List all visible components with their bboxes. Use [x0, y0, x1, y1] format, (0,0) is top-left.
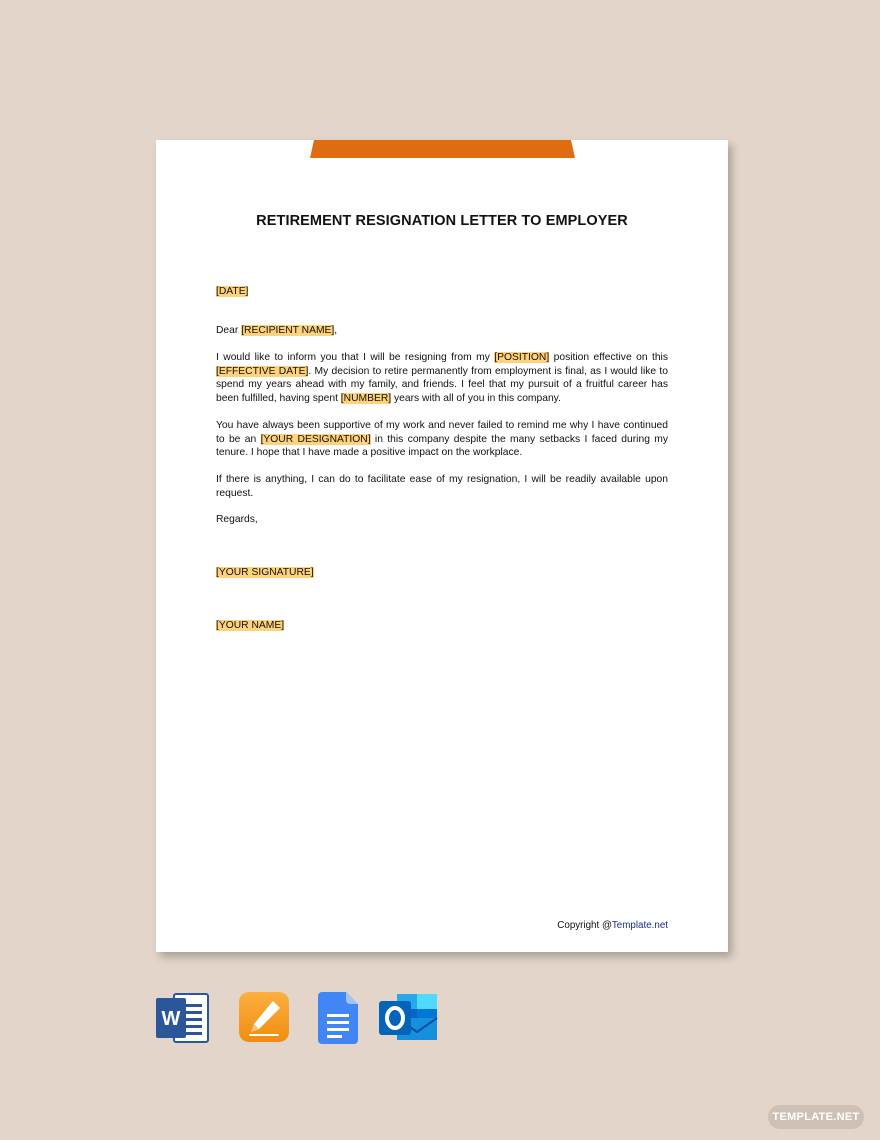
paragraph-1-text-d: years with all of you in this company. [391, 392, 561, 404]
template-link[interactable]: Template.net [611, 920, 668, 931]
salutation-text: Dear [216, 325, 242, 336]
copyright-text: Copyright @ [557, 920, 612, 931]
microsoft-outlook-icon[interactable] [379, 992, 439, 1049]
name-line [216, 619, 668, 633]
closing: Regards, [216, 514, 258, 525]
svg-text:W: W [161, 1008, 181, 1030]
name-placeholder: [YOUR NAME] [216, 620, 285, 631]
paragraph-2 [216, 419, 668, 460]
accent-tab [310, 140, 575, 158]
number-placeholder: [NUMBER] [340, 392, 392, 404]
paragraph-3: If there is anything, I can do to facilitate ease of my resignation, I will be readily available upon request. [216, 474, 668, 499]
position-placeholder: [POSITION] [494, 352, 550, 363]
signature-placeholder: [YOUR SIGNATURE] [216, 567, 314, 578]
document-title: RETIREMENT RESIGNATION LETTER TO EMPLOYER [256, 213, 628, 229]
google-docs-icon[interactable] [318, 992, 358, 1049]
paragraph-1 [216, 351, 668, 405]
paragraph-1-text-b: position effective on this [549, 352, 668, 363]
effective-date-placeholder: [EFFECTIVE DATE] [216, 365, 309, 377]
recipient-placeholder: [RECIPIENT NAME] [241, 325, 335, 336]
signature-line [216, 566, 668, 580]
app-icons-row [0, 992, 880, 1048]
paragraph-2-text-a: You have always been supportive of my work and never failed to remind me why I have continued to be an [216, 420, 668, 445]
salutation [216, 324, 668, 338]
copyright-footer [557, 920, 668, 931]
apple-pages-icon[interactable] [239, 992, 289, 1047]
letter-page [156, 140, 728, 952]
designation-placeholder: [YOUR DESIGNATION] [260, 433, 371, 445]
salutation-comma: , [334, 325, 338, 336]
template-net-badge[interactable]: TEMPLATE.NET [768, 1105, 864, 1129]
date-placeholder: [DATE] [216, 286, 249, 297]
paragraph-1-text-c: . My decision to retire permanently from employment is final, as I would like to spend my years ahead with my family, and friends. I feel that my pursuit of a fruitful career has been fulfilled, having spent [216, 365, 669, 404]
microsoft-word-icon[interactable] [156, 992, 210, 1049]
paragraph-1-text-a: I would like to inform you that I will be resigning from my [216, 352, 495, 363]
paragraph-2-text-b: in this company despite the many setbacks I faced during my tenure. I hope that I have made a positive impact on the workplace. [216, 433, 669, 458]
date-line [216, 285, 668, 299]
